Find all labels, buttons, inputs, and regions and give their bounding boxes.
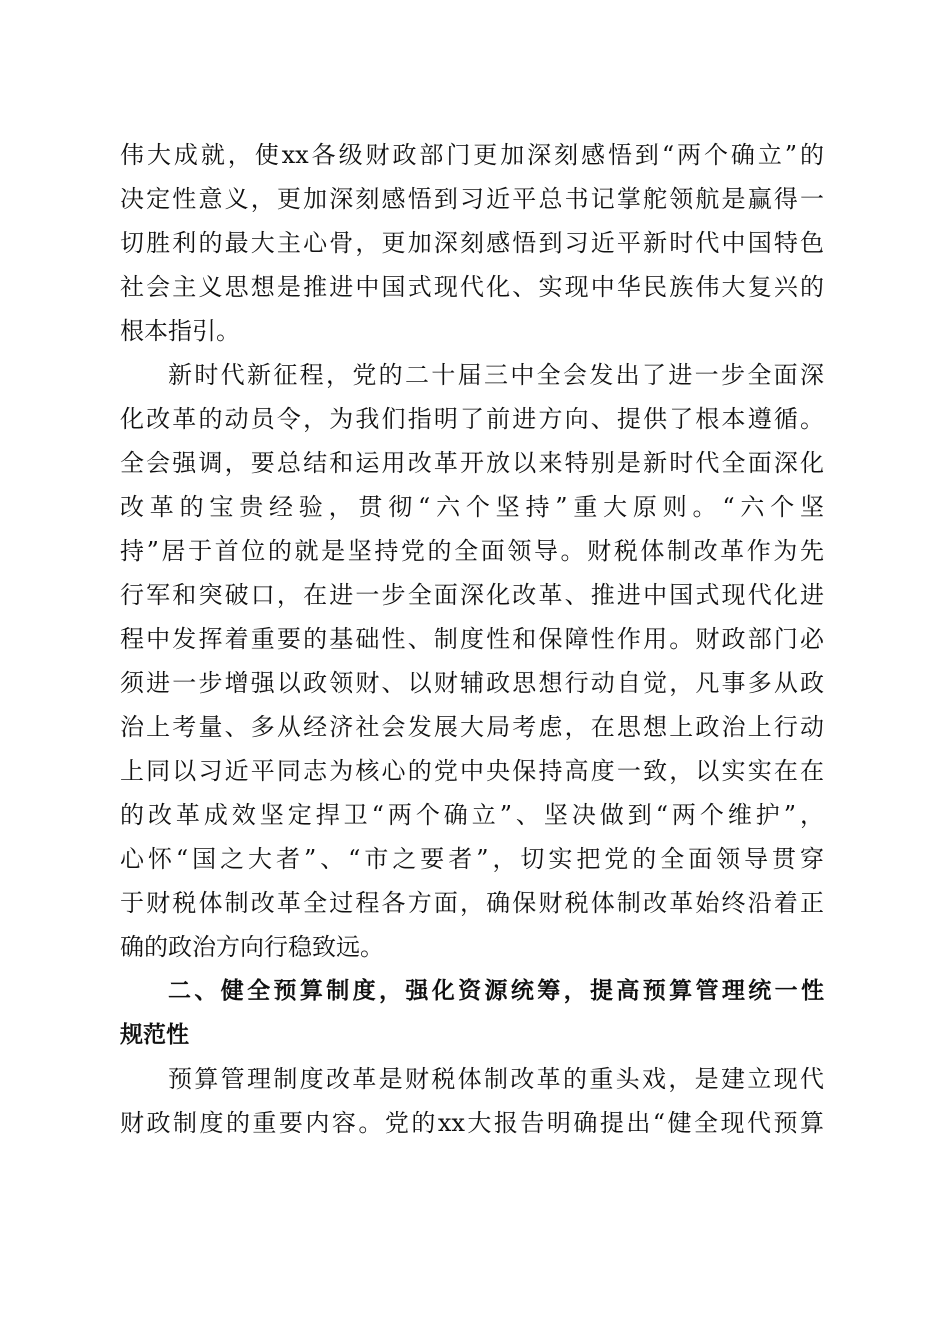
- text-line: 新时代新征程，党的二十届三中全会发出了进一步全面深: [168, 361, 824, 389]
- text-line: 行军和突破口，在进一步全面深化改革、推进中国式现代化进: [120, 581, 824, 609]
- text-line: 程中发挥着重要的基础性、制度性和保障性作用。财政部门必: [120, 625, 824, 653]
- text-line: 须进一步增强以政领财、以财辅政思想行动自觉，凡事多从政: [120, 669, 824, 697]
- text-line: 的改革成效坚定捍卫“两个确立”、坚决做到“两个维护”，: [120, 801, 824, 829]
- paragraph-budget-reform: [120, 1057, 824, 1145]
- section-heading: [120, 969, 824, 1057]
- text-line: 决定性意义，更加深刻感悟到习近平总书记掌舵领航是赢得一: [120, 185, 824, 213]
- text-line: 于财税体制改革全过程各方面，确保财税体制改革始终沿着正: [120, 889, 824, 917]
- text-line: 全会强调，要总结和运用改革开放以来特别是新时代全面深化: [120, 449, 824, 477]
- text-line: 财政制度的重要内容。党的xx大报告明确提出“健全现代预算: [120, 1109, 824, 1137]
- text-line: 治上考量、多从经济社会发展大局考虑，在思想上政治上行动: [120, 713, 824, 741]
- text-line: 预算管理制度改革是财税体制改革的重头戏，是建立现代: [168, 1065, 824, 1093]
- paragraph-new-era: [120, 353, 824, 969]
- paragraph-continuation: [120, 133, 824, 353]
- heading-line: 二、健全预算制度，强化资源统筹，提高预算管理统一性: [168, 978, 824, 1004]
- text-line: 根本指引。: [120, 317, 240, 345]
- document-page: [120, 133, 824, 1145]
- text-line: 伟大成就，使xx各级财政部门更加深刻感悟到“两个确立”的: [120, 141, 824, 169]
- text-line: 化改革的动员令，为我们指明了前进方向、提供了根本遵循。: [120, 405, 824, 433]
- text-line: 确的政治方向行稳致远。: [120, 933, 384, 961]
- text-line: 改革的宝贵经验，贯彻“六个坚持”重大原则。“六个坚: [120, 493, 824, 521]
- text-line: 切胜利的最大主心骨，更加深刻感悟到习近平新时代中国特色: [120, 229, 824, 257]
- text-line: 心怀“国之大者”、“市之要者”，切实把党的全面领导贯穿: [120, 845, 824, 873]
- text-line: 社会主义思想是推进中国式现代化、实现中华民族伟大复兴的: [120, 273, 824, 301]
- heading-line: 规范性: [120, 1022, 189, 1048]
- text-line: 持”居于首位的就是坚持党的全面领导。财税体制改革作为先: [120, 537, 824, 565]
- text-line: 上同以习近平同志为核心的党中央保持高度一致，以实实在在: [120, 757, 824, 785]
